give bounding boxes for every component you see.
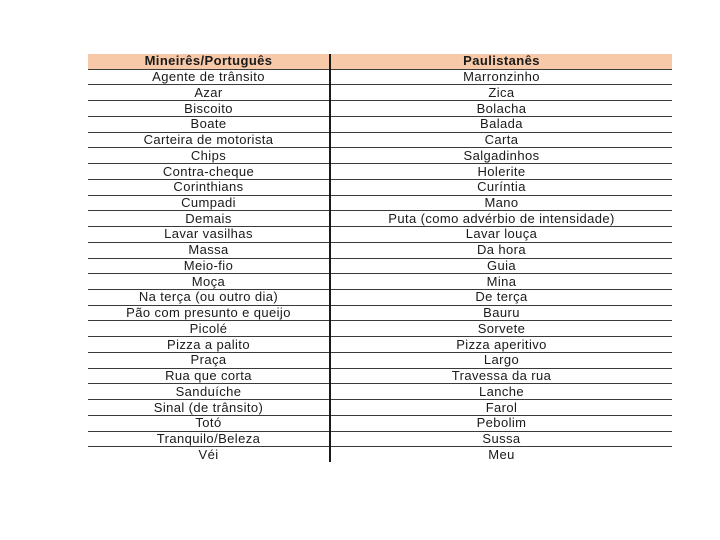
table-body [88, 69, 672, 462]
cell-paulistanes: Lanche [330, 384, 672, 400]
header-row [88, 54, 672, 69]
cell-mineires: Chips [88, 148, 330, 164]
cell-paulistanes: Holerite [330, 164, 672, 180]
cell-paulistanes: Curíntia [330, 179, 672, 195]
cell-paulistanes: Sorvete [330, 321, 672, 337]
table-row [88, 321, 672, 337]
table-row [88, 164, 672, 180]
cell-paulistanes: Marronzinho [330, 69, 672, 85]
cell-paulistanes: Pebolim [330, 415, 672, 431]
table-row [88, 116, 672, 132]
table-row [88, 305, 672, 321]
cell-mineires: Contra-cheque [88, 164, 330, 180]
table-row [88, 290, 672, 306]
cell-paulistanes: Da hora [330, 242, 672, 258]
cell-paulistanes: Meu [488, 446, 515, 462]
cell-paulistanes: Farol [330, 400, 672, 416]
cell-mineires: Na terça (ou outro dia) [88, 290, 330, 306]
vocabulary-sheet [88, 54, 672, 462]
cell-mineires: Rua que corta [88, 368, 330, 384]
cell-paulistanes: Lavar louça [330, 227, 672, 243]
header-mineires: Mineirês/Português [88, 54, 330, 69]
cell-paulistanes: Zica [330, 85, 672, 101]
cell-paulistanes: Salgadinhos [330, 148, 672, 164]
cell-mineires: Biscoito [88, 101, 330, 117]
vocabulary-table [88, 54, 672, 462]
cell-mineires: Tranquilo/Beleza [88, 431, 330, 447]
table-row [88, 337, 672, 353]
cell-mineires: Massa [88, 242, 330, 258]
cell-mineires: Pão com presunto e queijo [88, 305, 330, 321]
cell-mineires: Azar [88, 85, 330, 101]
table-header [88, 54, 672, 69]
cell-mineires: Pizza a palito [88, 337, 330, 353]
table-row [88, 352, 672, 368]
cell-mineires: Cumpadi [88, 195, 330, 211]
cell-paulistanes: Bauru [330, 305, 672, 321]
cell-mineires: Carteira de motorista [88, 132, 330, 148]
cell-paulistanes: Largo [330, 352, 672, 368]
cell-mineires: Boate [88, 116, 330, 132]
cell-paulistanes: Mina [330, 274, 672, 290]
table-row [88, 447, 672, 462]
cell-mineires: Totó [88, 415, 330, 431]
table-row [88, 242, 672, 258]
header-paulistanes: Paulistanês [330, 54, 672, 69]
table-row [88, 211, 672, 227]
table-row [88, 274, 672, 290]
table-row [88, 227, 672, 243]
cell-paulistanes: De terça [330, 290, 672, 306]
cell-paulistanes: Bolacha [330, 101, 672, 117]
cell-mineires: Sanduíche [88, 384, 330, 400]
cell-paulistanes: Puta (como advérbio de intensidade) [330, 211, 672, 227]
table-row [88, 384, 672, 400]
cell-paulistanes: Mano [330, 195, 672, 211]
table-row [88, 101, 672, 117]
cell-paulistanes: Balada [330, 116, 672, 132]
table-row [88, 148, 672, 164]
table-row [88, 195, 672, 211]
table-row [88, 179, 672, 195]
table-row [88, 85, 672, 101]
table-row [88, 431, 672, 447]
cell-mineires: Demais [88, 211, 330, 227]
cell-paulistanes: Pizza aperitivo [330, 337, 672, 353]
cell-mineires: Agente de trânsito [88, 69, 330, 85]
table-row [88, 400, 672, 416]
table-row [88, 258, 672, 274]
cell-mineires: Lavar vasilhas [88, 227, 330, 243]
table-row [88, 69, 672, 85]
cell-mineires: Picolé [88, 321, 330, 337]
cell-paulistanes: Carta [330, 132, 672, 148]
cell-paulistanes: Sussa [330, 431, 672, 447]
cell-mineires: Praça [88, 352, 330, 368]
table-row [88, 415, 672, 431]
cell-mineires: Sinal (de trânsito) [88, 400, 330, 416]
cell-paulistanes: Travessa da rua [330, 368, 672, 384]
cell-mineires: Corinthians [88, 179, 330, 195]
cell-mineires: Meio-fio [88, 258, 330, 274]
cell-paulistanes: Guia [330, 258, 672, 274]
table-row [88, 368, 672, 384]
cell-mineires: Véi [88, 447, 330, 462]
table-row [88, 132, 672, 148]
cell-mineires: Moça [88, 274, 330, 290]
